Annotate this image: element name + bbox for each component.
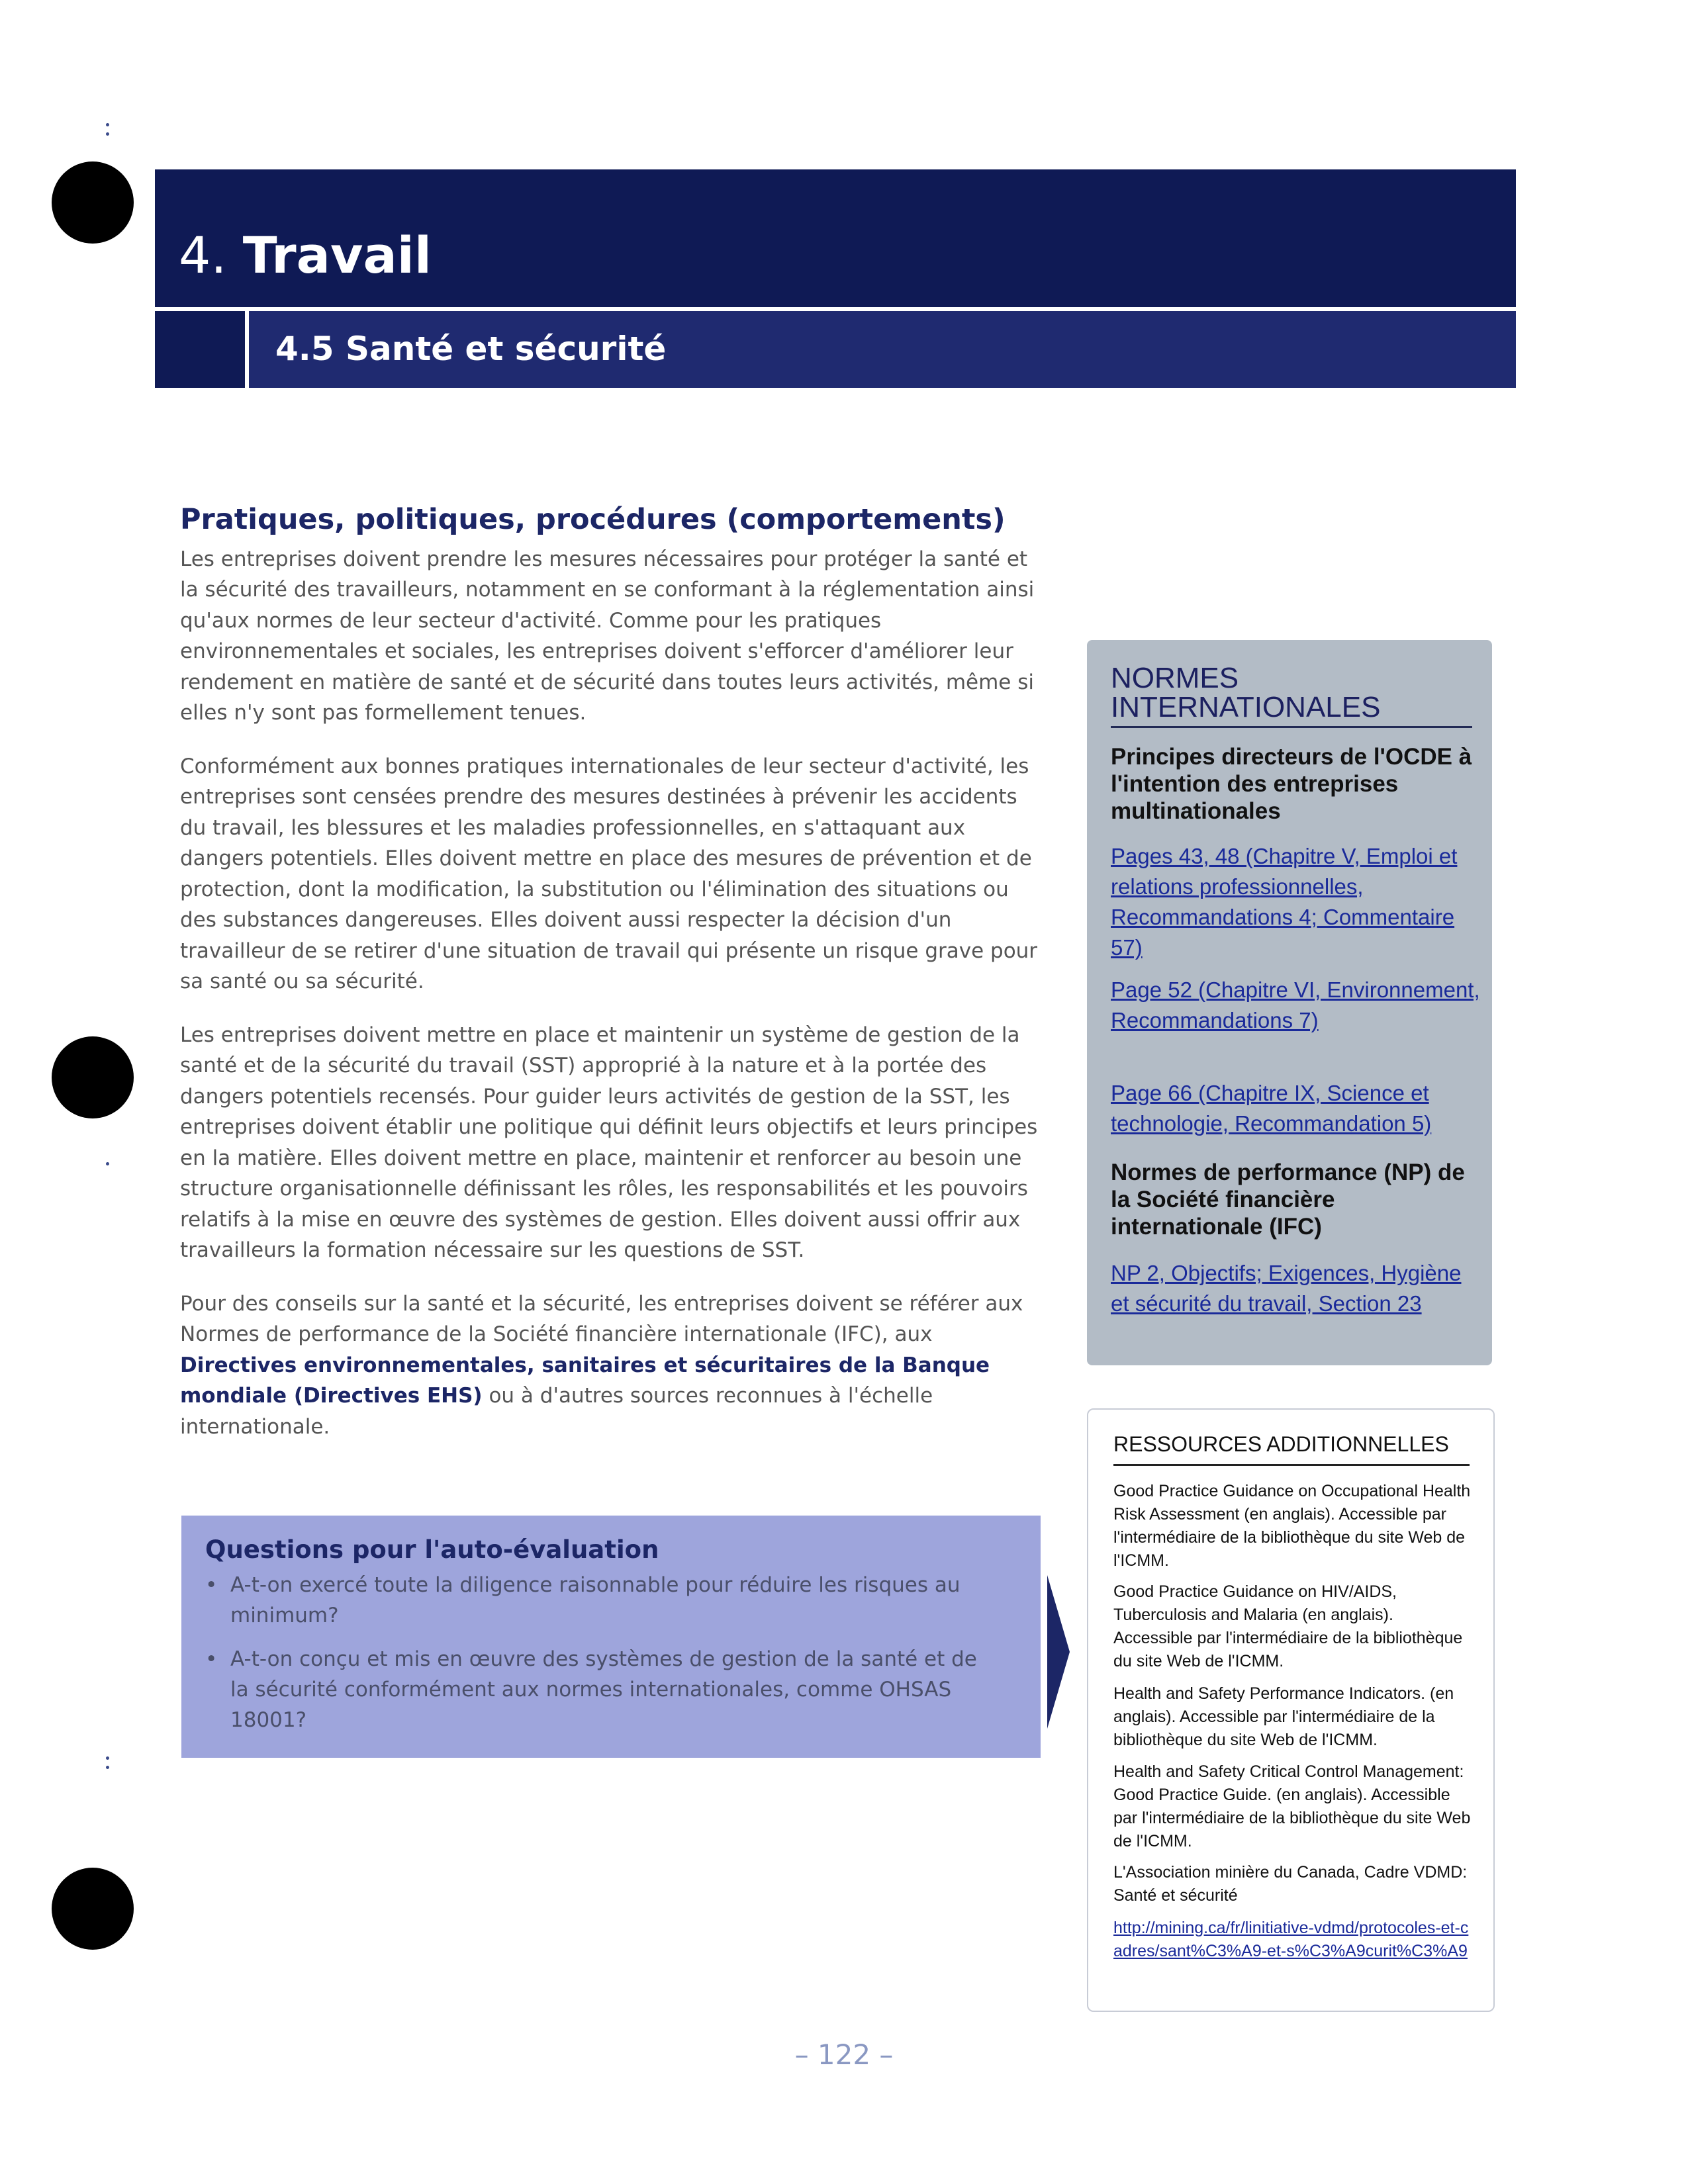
ifc-link-ps2[interactable]: NP 2, Objectifs; Exigences, Hygiène et sécurité du travail, Section 23 bbox=[1111, 1261, 1462, 1316]
self-assessment-box bbox=[181, 1516, 1041, 1758]
resource-item: Good Practice Guidance on HIV/AIDS, Tuberculosis and Malaria (en anglais). Accessible par l'intermédiaire de la bibliothèque du site Web de l'ICMM. bbox=[1113, 1582, 1463, 1670]
resource-item: Health and Safety Performance Indicators. (en anglais). Accessible par l'intermédiaire de la bibliothèque du site Web de l'ICMM. bbox=[1113, 1684, 1454, 1749]
binder-hole-middle bbox=[52, 1036, 134, 1118]
title-divider bbox=[1113, 1464, 1470, 1466]
references-text-before: Pour des conseils sur la santé et la sécurité, les entreprises doivent se référer aux Normes de performance de la Société financière internationale (IFC), aux bbox=[180, 1291, 1023, 1347]
oecd-link-chapter-v[interactable]: Pages 43, 48 (Chapitre V, Emploi et relations professionnelles, Recommandations 4; Commentaire 57) bbox=[1111, 844, 1458, 960]
self-assessment-title: Questions pour l'auto-évaluation bbox=[205, 1535, 659, 1564]
resource-item: L'Association minière du Canada, Cadre VDMD: Santé et sécurité bbox=[1113, 1863, 1468, 1905]
resource-item: Health and Safety Critical Control Management: Good Practice Guide. (en anglais). Accessible par l'intermédiaire de la bibliothèque du site Web de l'ICMM. bbox=[1113, 1762, 1471, 1850]
resource-item: Good Practice Guidance on Occupational Health Risk Assessment (en anglais). Accessible par l'intermédiaire de la bibliothèque du site Web de l'ICMM. bbox=[1113, 1482, 1471, 1570]
body-paragraph: Les entreprises doivent mettre en place et maintenir un système de gestion de la santé et de la sécurité du travail (SST) approprié à la nature et à la portée des dangers potentiels recensés. Pour guider leurs activités de gestion de la SST, les entreprises doivent établir une politique qui définit leurs objectifs et leurs principes en la matière. Elles doivent mettre en place, maintenir et renforcer au besoin une structure organisationnelle définissant les rôles, les responsabilités et les pouvoirs relatifs à la mise en œuvre des systèmes de gestion. Elles doivent aussi offrir aux travailleurs la formation nécessaire sur les questions de SST. bbox=[180, 1023, 1038, 1263]
scan-speck bbox=[106, 123, 109, 126]
bullet-icon: • bbox=[205, 1647, 218, 1671]
additional-resources-box bbox=[1087, 1408, 1495, 2012]
mining-association-link[interactable]: http://mining.ca/fr/linitiative-vdmd/protocoles-et-cadres/sant%C3%A9-et-s%C3%A9curit%C3%A9 bbox=[1113, 1919, 1469, 1960]
oecd-guidelines-heading: Principes directeurs de l'OCDE à l'intention des entreprises multinationales bbox=[1111, 744, 1472, 824]
oecd-link-chapter-vi[interactable]: Page 52 (Chapitre VI, Environnement, Recommandations 7) bbox=[1111, 978, 1480, 1032]
chapter-name: Travail bbox=[242, 226, 432, 285]
main-content bbox=[180, 503, 1041, 1465]
chapter-banner bbox=[155, 169, 1516, 307]
self-assessment-question bbox=[205, 1644, 1000, 1735]
ifc-standards-heading: Normes de performance (NP) de la Société financière internationale (IFC) bbox=[1111, 1160, 1465, 1240]
pointer-arrow-icon bbox=[1047, 1575, 1070, 1729]
international-standards-title bbox=[1111, 664, 1380, 722]
section-title: 4.5 Santé et sécurité bbox=[275, 330, 667, 368]
question-text: A-t-on conçu et mis en œuvre des systèmes de gestion de la santé et de la sécurité conformément aux normes internationales, comme OHSAS 18001? bbox=[230, 1647, 977, 1732]
section-banner-tab bbox=[155, 311, 245, 388]
additional-resources-title: RESSOURCES ADDITIONNELLES bbox=[1113, 1432, 1449, 1456]
title-divider bbox=[1111, 726, 1472, 728]
international-standards-box bbox=[1087, 640, 1492, 1365]
body-paragraph: Les entreprises doivent prendre les mesures nécessaires pour protéger la santé et la sécurité des travailleurs, notamment en se conformant à la réglementation ainsi qu'aux normes de leur secteur d'activité. Comme pour les pratiques environnementales et sociales, les entreprises doivent s'efforcer d'améliorer leur rendement en matière de santé et de sécurité dans toutes leurs activités, même si elles n'y sont pas formellement tenues. bbox=[180, 547, 1035, 725]
question-text: A-t-on exercé toute la diligence raisonnable pour réduire les risques au minimum? bbox=[230, 1573, 961, 1627]
binder-hole-bottom bbox=[52, 1868, 134, 1950]
bullet-icon: • bbox=[205, 1573, 218, 1597]
chapter-number: 4. bbox=[179, 226, 227, 285]
scan-speck bbox=[106, 132, 109, 136]
references-text-after: ou à d'autres sources reconnues à l'échelle internationale. bbox=[180, 1384, 933, 1439]
body-paragraph-references bbox=[180, 1289, 1041, 1443]
title-line: NORMES bbox=[1111, 662, 1239, 694]
ehs-guidelines-reference: Directives environnementales, sanitaires et sécuritaires de la Banque mondiale (Directives EHS) bbox=[180, 1353, 990, 1408]
self-assessment-list bbox=[205, 1570, 1000, 1749]
section-banner bbox=[249, 311, 1516, 388]
oecd-link-chapter-ix[interactable]: Page 66 (Chapitre IX, Science et technologie, Recommandation 5) bbox=[1111, 1081, 1432, 1136]
self-assessment-question bbox=[205, 1570, 1000, 1631]
page-number: – 122 – bbox=[794, 2038, 894, 2071]
body-paragraph: Conformément aux bonnes pratiques internationales de leur secteur d'activité, les entreprises sont censées prendre des mesures destinées à prévenir les accidents du travail, les blessures et les maladies professionnelles, en s'attaquant aux dangers potentiels. Elles doivent mettre en place des mesures de prévention et de protection, dont la modification, la substitution ou l'élimination des situations ou des substances dangereuses. Elles doivent aussi respecter la décision d'un travailleur de se retirer d'une situation de travail qui présente un risque grave pour sa santé ou sa sécurité. bbox=[180, 754, 1038, 994]
scan-speck bbox=[106, 1756, 109, 1760]
chapter-title bbox=[179, 226, 432, 285]
scan-speck bbox=[106, 1766, 109, 1769]
binder-hole-top bbox=[52, 161, 134, 244]
scan-speck bbox=[106, 1162, 109, 1165]
title-line: INTERNATIONALES bbox=[1111, 691, 1381, 723]
section-heading: Pratiques, politiques, procédures (comportements) bbox=[180, 503, 1006, 536]
